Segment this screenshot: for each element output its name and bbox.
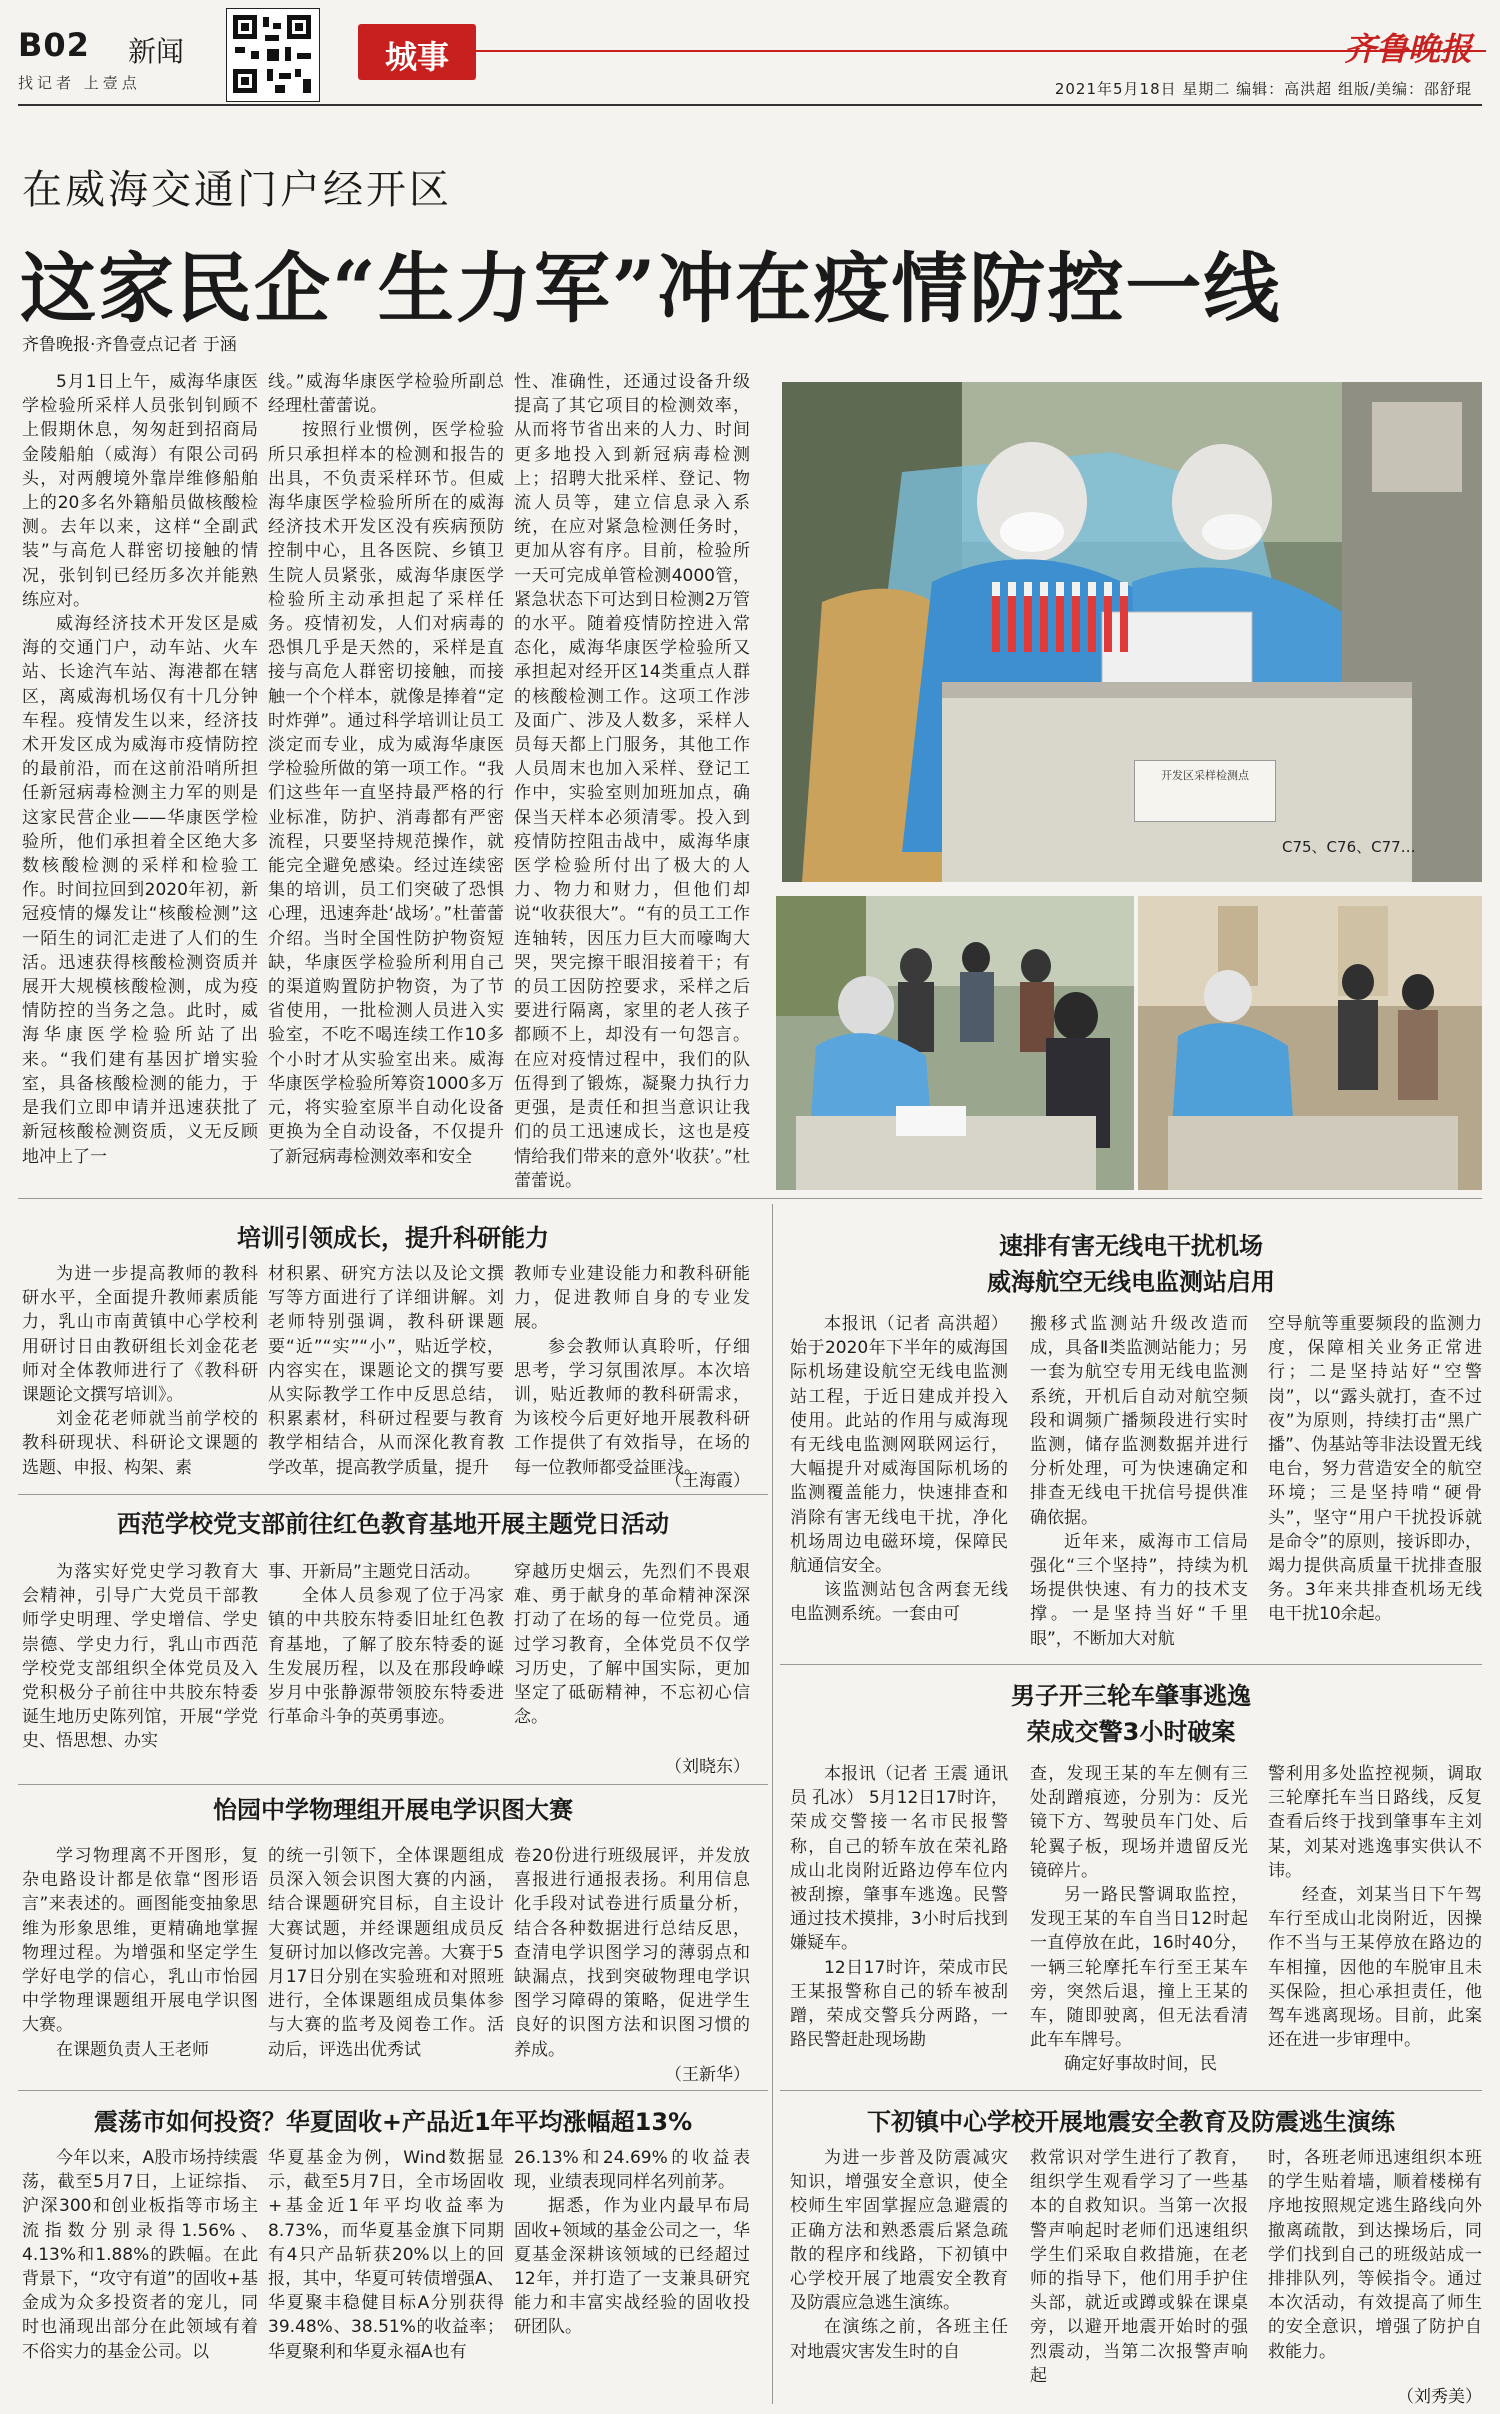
article-training-col-1: 为进一步提高教师的教科研水平，全面提升教师素质能力，乳山市南黄镇中心学校利用研讨日由教研组长刘金花老师对全体教师进行了《教科研课题论文撰写培训》。 刘金花老师就当前学校的教科研现状、科研论文课题的选题、申报、构架、素 (22, 1264, 258, 1478)
article-radio-title: 速排有害无线电干扰机场 (999, 1232, 1263, 1260)
lead-column-3: 性、准确性，还通过设备升级提高了其它项目的检测效率，从而将节省出来的人力、时间更多地投入到新冠病毒检测上；招聘大批采样、登记、物流人员等，建立信息录入系统，在应对紧急检测任务时，更加从容有序。目前，检验所一天可完成单管检测4000管，紧急状态下可达到日检测2万管的水平。随着疫情防控进入常态化，威海华康医学检验所又承担起对经开区14类重点人群的核酸检测工作。这项工作涉及面广、涉及人数多，采样人员每天都上门服务，其他工作人员周末也加入采样、登记工作中，实验室则加班加点，确保当天样本必须清零。投入到疫情防控阻击战中，威海华康医学检验所付出了极大的人力、物力和财力，但他们却说“收获很大”。“有的员工工作连轴转，因压力巨大而嚎啕大哭，哭完擦干眼泪接着干；有的员工因防控要求，采样之后要进行隔离，家里的老人孩子都顾不上，却没有一句怨言。在应对疫情过程中，我们的队伍得到了锻炼，凝聚力执行力更强，是责任和担当意识让我们的员工迅速成长，这也是疫情给我们带来的意外‘收获’。”杜蕾蕾说。 (514, 372, 750, 1190)
article-fund-col-1: 今年以来，A股市场持续震荡，截至5月7日，上证综指、沪深300和创业板指等市场主流指数分别录得1.56%、4.13%和1.88%的跌幅。在此背景下，“攻守有道”的固收+基金成为众多投资者的宠儿，同时也涌现出部分在此领域有着不俗实力的基金公司。以 (22, 2148, 258, 2362)
article-party-title: 西范学校党支部前往红色教育基地开展主题党日活动 (117, 1510, 669, 1538)
lead-headline: 这家民企“生力军”冲在疫情防控一线 (20, 244, 1282, 333)
photo-tube-labels: C75、C76、C77… (1282, 838, 1416, 856)
lead-column-2: 线。”威海华康医学检验所副总经理杜蕾蕾说。 按照行业惯例，医学检验所只承担样本的检测和报告的出具，不负责采样环节。但威海华康医学检验所所在的威海经济技术开发区没有疾病预防控制中心，且各医院、乡镇卫生院人员紧张，威海华康医学检验所主动承担起了采样任务。疫情初发，人们对病毒的恐惧几乎是天然的，采样是直接与高危人群密切接触，而接触一个个样本，就像是捧着“定时炸弹”。通过科学培训让员工淡定而专业，成为威海华康医学检验所做的第一项工作。“我们这些年一直坚持最严格的行业标准，防护、消毒都有严密流程，只要坚持规范操作，就能完全避免感染。经过连续密集的培训，员工们突破了恐惧心理，迅速奔赴‘战场’。”杜蕾蕾介绍。当时全国性防护物资短缺，华康医学检验所利用自己的渠道购置防护物资，为了节省使用，一批检测人员进入实验室，不吃不喝连续工作10多个小时才从实验室出来。威海华康医学检验所筹资1000多万元，将实验室原半自动化设备更换为全自动设备，不仅提升了新冠病毒检测效率和安全 (268, 372, 504, 1167)
article-quake-title: 下初镇中心学校开展地震安全教育及防震逃生演练 (867, 2108, 1395, 2136)
section-slogan: 找记者 上壹点 (18, 74, 141, 92)
page-code: B02 (18, 26, 90, 64)
article-fund-title: 震荡市如何投资？华夏固收+产品近1年平均涨幅超13% (93, 2108, 693, 2136)
photo-sign-card: 开发区采样检测点 (1134, 760, 1276, 822)
divider (18, 1494, 768, 1495)
article-physics-col-1: 学习物理离不开图形，复杂电路设计都是依靠“图形语言”来表述的。画图能变抽象思维为形象思维，更精确地掌握物理过程。为增强和坚定学生学好电学的信心，乳山市怡园中学物理课题组开展电学识图大赛。 在课题负责人王老师 (22, 1846, 258, 2060)
lead-kicker: 在威海交通门户经开区 (22, 167, 452, 213)
lead-photo-main (782, 382, 1482, 882)
article-traffic-title: 男子开三轮车肇事逃逸 (1011, 1682, 1251, 1710)
column-tag: 城事 (358, 24, 476, 80)
article-radio-col-2: 搬移式监测站升级改造而成，具备Ⅱ类监测站能力；另一套为航空专用无线电监测系统，开机后自动对航空频段和调频广播频段进行实时监测，储存监测数据并进行分析处理，可为快速确定和排查无线电干扰信号提供准确依据。 近年来，威海市工信局强化“三个坚持”，持续为机场提供快速、有力的技术支撑。一是坚持当好“千里眼”，不断加大对航 (1030, 1314, 1248, 1649)
article-radio-subtitle: 威海航空无线电监测站启用 (987, 1268, 1275, 1296)
divider (780, 1664, 1482, 1665)
lead-bottom-divider (18, 1198, 1482, 1199)
article-quake-col-2: 救常识对学生进行了教育，组织学生观看学习了一些基本的自救知识。当第一次报警声响起时老师们迅速组织学生们采取自救措施，在老师的指导下，他们用手护住头部，就近或蹲或躲在课桌旁，以避开地震开始时的强烈震动，当第二次报警声响起 (1030, 2148, 1248, 2386)
article-fund-col-3: 26.13%和24.69%的收益表现，业绩表现同样名列前茅。 据悉，作为业内最早布局固收+领域的基金公司之一，华夏基金深耕该领域的已经超过12年，并打造了一支兼具研究能力和丰富实战经验的固收投研团队。 (514, 2148, 750, 2338)
lead-column-1: 5月1日上午，威海华康医学检验所采样人员张钊钊顾不上假期休息，匆匆赶到招商局金陵船舶（威海）有限公司码头，对两艘境外靠岸维修船舶上的20多名外籍船员做核酸检测。去年以来，这样“全副武装”与高危人群密切接触的情况，张钊钊已经历多次并能熟练应对。 威海经济技术开发区是威海的交通门户，动车站、火车站、长途汽车站、海港都在辖区，离威海机场仅有十几分钟车程。疫情发生以来，经济技术开发区成为威海市疫情防控的最前沿，而在这前沿哨所担任新冠病毒检测主力军的则是这家民营企业——华康医学检验所，他们承担着全区绝大多数核酸检测的采样和检验工作。时间拉回到2020年初，新冠疫情的爆发让“核酸检测”这一陌生的词汇走进了人们的生活。迅速获得核酸检测资质并展开大规模核酸检测，成为疫情防控的当务之急。此时，威海华康医学检验所站了出来。“我们建有基因扩增实验室，具备核酸检测的能力，于是我们立即申请并迅速获批了新冠核酸检测资质，义无反顾地冲上了一 (22, 372, 258, 1167)
article-training-title: 培训引领成长，提升科研能力 (237, 1224, 549, 1252)
divider (18, 2090, 768, 2091)
column-divider (772, 1204, 773, 2404)
qr-code-icon[interactable] (226, 8, 320, 102)
article-training-col-3: 教师专业建设能力和教科研能力，促进教师自身的专业发展。 参会教师认真聆听，仔细思考，学习氛围浓厚。本次培训，贴近教师的教科研需求，为该校今后更好地开展教科研工作提供了有效指导，在场的每一位教师都受益匪浅。 (514, 1264, 750, 1478)
header-divider (18, 104, 1482, 106)
article-quake-author: （刘秀美） (1397, 2387, 1482, 2407)
article-fund-col-2: 华夏基金为例，Wind数据显示，截至5月7日，全市场固收+基金近1年平均收益率为8.73%，而华夏基金旗下同期有4只产品斩获20%以上的回报，其中，华夏可转债增强A、华夏聚丰稳健目标A分别获得39.48%、38.51%的收益率；华夏聚利和华夏永福A也有 (268, 2148, 504, 2362)
article-physics-col-2: 的统一引领下，全体课题组成员深入领会识图大赛的内涵，结合课题研究目标，自主设计大赛试题，并经课题组成员反复研讨加以修改完善。大赛于5月17日分别在实验班和对照班进行，全体课题组成员集体参与大赛的监考及阅卷工作。活动后，评选出优秀试 (268, 1846, 504, 2060)
article-quake-col-1: 为进一步普及防震减灾知识，增强安全意识，使全校师生牢固掌握应急避震的正确方法和熟悉震后紧急疏散的程序和线路，下初镇中心学校开展了地震安全教育及防震应急逃生演练。 在演练之前，各班主任对地震灾害发生时的自 (790, 2148, 1008, 2362)
divider (780, 2090, 1482, 2091)
article-training-col-2: 材积累、研究方法以及论文撰写等方面进行了详细讲解。刘老师特别强调，教科研课题要“近”“实”“小”，贴近学校，内容实在，课题论文的撰写要从实际教学工作中反思总结，积累素材，科研过程要与教育教学相结合，从而深化教育教学改革，提高教学质量，提升 (268, 1264, 504, 1478)
article-radio-col-1: 本报讯（记者 高洪超） 始于2020年下半年的威海国际机场建设航空无线电监测站工程，于近日建成并投入使用。此站的作用与威海现有无线电监测网联网运行，大幅提升对威海国际机场的监测覆盖能力，快速排查和消除有害无线电干扰，净化机场周边电磁环境，保障民航通信安全。 该监测站包含两套无线电监测系统。一套由可 (790, 1314, 1008, 1625)
article-traffic-col-1: 本报讯（记者 王震 通讯员 孔冰） 5月12日17时许，荣成交警接一名市民报警称，自己的轿车放在荣礼路成山北岗附近路边停车位内被刮擦，肇事车逃逸。民警通过技术摸排，3小时后找到嫌疑车。 12日17时许，荣成市民王某报警称自己的轿车被刮蹭，荣成交警兵分两路，一路民警赶赴现场勘 (790, 1764, 1008, 2051)
article-traffic-col-3: 警利用多处监控视频，调取三轮摩托车当日路线，反复查看后终于找到肇事车主刘某，刘某对逃逸事实供认不讳。 经查，刘某当日下午驾车行至成山北岗附近，因操作不当与王某停放在路边的车相撞，因他的车脱审且未买保险，担心承担责任，他驾车逃离现场。目前，此案还在进一步审理中。 (1268, 1764, 1482, 2051)
article-party-col-2: 事、开新局”主题党日活动。 全体人员参观了位于冯家镇的中共胶东特委旧址红色教育基地，了解了胶东特委的诞生发展历程，以及在那段峥嵘岁月中张静源带领胶东特委进行革命斗争的英勇事迹。 (268, 1562, 504, 1728)
article-quake-col-3: 时，各班老师迅速组织本班的学生贴着墙，顺着楼梯有序地按照规定逃生路线向外撤离疏散，到达操场后，同学们找到自己的班级站成一排排队列，等候指令。通过本次活动，有效提高了师生的安全意识，增强了防护自救能力。 (1268, 2148, 1482, 2362)
header-accent-line (476, 50, 1486, 52)
lead-byline: 齐鲁晚报·齐鲁壹点记者 于涵 (22, 335, 237, 355)
lead-photo-right (1138, 896, 1482, 1190)
newspaper-logo: 齐鲁晚报 (1343, 30, 1472, 68)
divider (18, 1784, 768, 1785)
article-traffic-subtitle: 荣成交警3小时破案 (1026, 1718, 1236, 1746)
article-party-col-3: 穿越历史烟云，先烈们不畏艰难、勇于献身的革命精神深深打动了在场的每一位党员。通过学习教育，全体党员不仅学习历史，了解中国实际，更加坚定了砥砺精神，不忘初心信念。 (514, 1562, 750, 1728)
lead-photo-left (776, 896, 1134, 1190)
article-training-author: （王海霞） (665, 1471, 750, 1491)
section-name: 新闻 (128, 35, 185, 68)
article-physics-author: （王新华） (665, 2065, 750, 2085)
issue-info: 2021年5月18日 星期二 编辑：高洪超 组版/美编：邵舒琨 (1054, 80, 1472, 98)
article-radio-col-3: 空导航等重要频段的监测力度，保障相关业务正常进行；二是坚持站好“空警岗”，以“露头就打，查不过夜”为原则，持续打击“黑广播”、伪基站等非法设置无线电台，努力营造安全的航空环境；三是坚持啃“硬骨头”，坚守“用户干扰投诉就是命令”的原则，接诉即办，竭力提供高质量干扰排查服务。3年来共排查机场无线电干扰10余起。 (1268, 1314, 1482, 1625)
article-physics-title: 怡园中学物理组开展电学识图大赛 (213, 1796, 573, 1824)
article-traffic-col-2: 查，发现王某的车左侧有三处刮蹭痕迹，分别为：反光镜下方、驾驶员车门处、后轮翼子板，现场并遗留反光镜碎片。 另一路民警调取监控，发现王某的车自当日12时起一直停放在此，16时40分，一辆三轮摩托车行至王某车旁，突然后退，撞上王某的车，随即驶离，但无法看清此车车牌号。 确定好事故时间，民 (1030, 1764, 1248, 2074)
article-party-col-1: 为落实好党史学习教育大会精神，引导广大党员干部教师学史明理、学史增信、学史崇德、学史力行，乳山市西范学校党支部组织全体党员及入党积极分子前往中共胶东特委诞生地历史陈列馆，开展“学党史、悟思想、办实 (22, 1562, 258, 1752)
article-physics-col-3: 卷20份进行班级展评，并发放喜报进行通报表扬。利用信息化手段对试卷进行质量分析，结合各种数据进行总结反思，查清电学识图学习的薄弱点和缺漏点，找到突破物理电学识图学习障碍的策略，促进学生良好的识图方法和识图习惯的养成。 (514, 1846, 750, 2060)
article-party-author: （刘晓东） (665, 1757, 750, 1777)
